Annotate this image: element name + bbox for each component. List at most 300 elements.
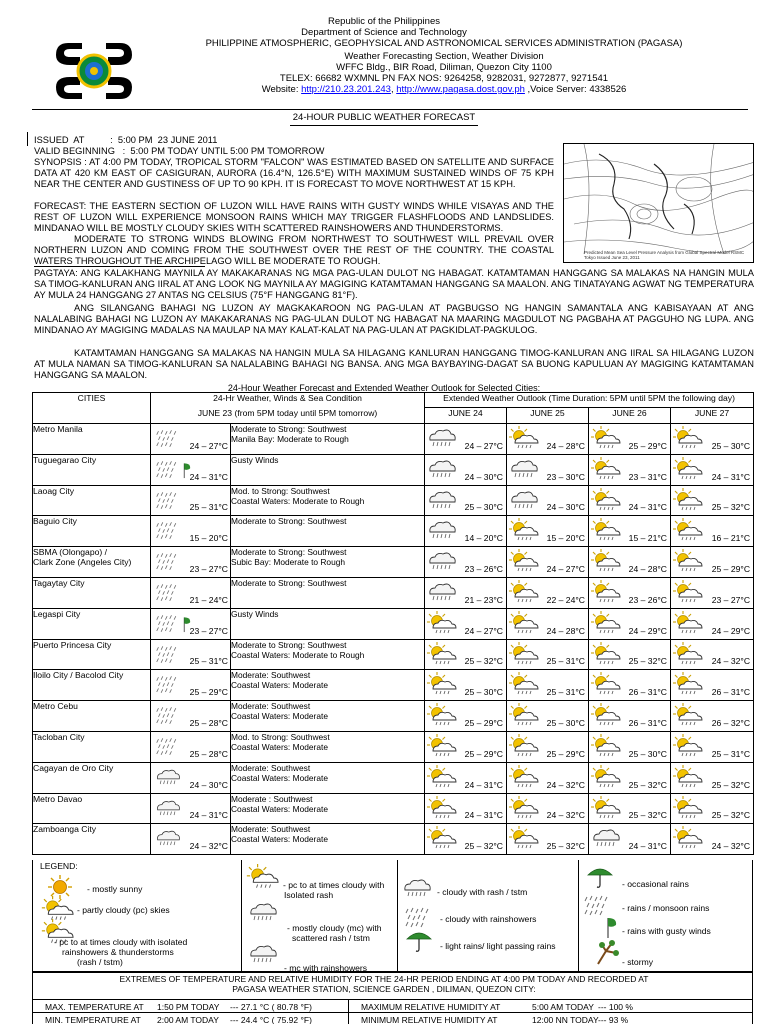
table-header-row bbox=[33, 393, 754, 408]
rain-icon bbox=[155, 673, 181, 697]
pc-rash-icon bbox=[591, 703, 621, 729]
pc-rash-icon bbox=[673, 734, 703, 760]
header-section: Weather Forecasting Section, Weather Division bbox=[344, 51, 544, 62]
outlook-temp: 25 – 30°C bbox=[628, 748, 667, 759]
pc-rash-icon bbox=[591, 734, 621, 760]
wind-condition: Moderate to Strong: Southwest bbox=[231, 577, 347, 588]
outlook-day-4-cell bbox=[671, 639, 754, 670]
outlook-temp: 25 – 29°C bbox=[464, 717, 503, 728]
sea-condition: Coastal Waters: Moderate bbox=[231, 772, 328, 783]
outlook-day-3-cell bbox=[589, 793, 671, 824]
pc-rash-icon bbox=[427, 642, 457, 668]
header-cities: CITIES bbox=[33, 393, 151, 424]
outlook-temp: 24 – 27°C bbox=[546, 563, 585, 574]
today-weather-cell bbox=[151, 454, 231, 485]
outlook-day-4-cell bbox=[671, 762, 754, 793]
wind-condition: Moderate to Strong: Southwest bbox=[231, 547, 347, 558]
outlook-temp: 26 – 31°C bbox=[711, 687, 751, 698]
table-row bbox=[33, 670, 754, 701]
pc-rash-icon bbox=[673, 642, 703, 668]
outlook-day-2-cell bbox=[507, 639, 589, 670]
outlook-day-2-cell bbox=[507, 516, 589, 547]
outlook-day-2-cell bbox=[507, 547, 589, 578]
katamtaman-text: KATAMTAMAN HANGGANG SA MALAKAS NA HANGIN MULA SA HILAGANG KANLURAN HANGGANG TIMOG-KANLURAN ANG IIRAL SA HILAGANG LUZON AT MULA NAMAN SA TIMOG-KANLURAN SA NALALABING BAHAGI NG BANSA. ANG MGA BAYBAYING-DAGAT SA BUONG KAPULUAN AY MAGIGING KATAMTAMAN HANGGANG SA MAALON. bbox=[34, 348, 754, 381]
wind-sea-cell bbox=[231, 516, 425, 547]
header-extended: Extended Weather Outlook (Time Duration: 5PM until 5PM the following day) bbox=[425, 393, 754, 408]
max-rh-time: 5:00 AM TODAY bbox=[532, 1002, 594, 1012]
city-name: Baguio City bbox=[33, 516, 77, 527]
outlook-temp: 22 – 24°C bbox=[546, 594, 585, 605]
city-cell bbox=[33, 485, 151, 516]
outlook-day-4-cell bbox=[671, 824, 754, 855]
outlook-temp: 25 – 31°C bbox=[711, 748, 751, 759]
table-row bbox=[33, 424, 754, 455]
pc-cloudy-icon bbox=[246, 864, 280, 892]
outlook-temp: 24 – 31°C bbox=[711, 471, 751, 482]
pc-rash-icon bbox=[509, 734, 539, 760]
winds-text: MODERATE TO STRONG WINDS BLOWING FROM NORTHWEST TO SOUTHWEST WILL PREVAIL OVER NORTHERN LUZON AND COMING FROM THE SOUTHWEST OVER THE REST OF THE COUNTRY. THE COASTAL WATERS THROUGHOUT THE ARCHIPELAGO WILL BE MODERATE TO ROUGH. bbox=[34, 234, 554, 267]
pc-rash-icon bbox=[427, 796, 457, 822]
sea-condition: Coastal Waters: Moderate bbox=[231, 803, 328, 814]
wind-sea-cell bbox=[231, 608, 425, 639]
pc-rash-icon bbox=[509, 549, 539, 575]
pc-rash-icon bbox=[591, 796, 621, 822]
sea-condition: Coastal Waters: Moderate bbox=[231, 711, 328, 722]
pc-rash-icon bbox=[591, 488, 621, 514]
outlook-day-3-cell bbox=[589, 485, 671, 516]
outlook-temp: 25 – 31°C bbox=[546, 656, 585, 667]
outlook-day-1-cell bbox=[425, 516, 507, 547]
pc-rash-icon bbox=[427, 826, 457, 852]
pagtaya-text: PAGTAYA: ANG KALAKHANG MAYNILA AY MAKAKARANAS NG MGA PAG-ULAN DULOT NG HABAGAT. KATAMTAMAN HANGGANG SA MALAKAS NA HANGIN MULA SA TIMOG-KANLURAN ANG IIRAL AT ANG LOOK NG MAYNILA AY MAGIGING KATAMTAMAN HANGGANG SA MAALON. ANG TINATAYANG AGWAT NG TEMPERATURA AY MULA 24 HANGGANG 27 ANTAS NG CELSIUS (75°F HANGGANG 81°F). bbox=[34, 268, 754, 301]
valid-line: VALID BEGINNING : 5:00 PM TODAY UNTIL 5:00 PM TOMORROW bbox=[34, 146, 325, 156]
outlook-day-4-cell bbox=[671, 731, 754, 762]
pc-rash-icon bbox=[673, 796, 703, 822]
light-rains-icon bbox=[404, 927, 434, 953]
outlook-day-1-cell bbox=[425, 577, 507, 608]
pc-rash-icon bbox=[591, 642, 621, 668]
city-name: Tuguegarao City bbox=[33, 454, 97, 465]
mc-rainshower-icon bbox=[427, 518, 457, 544]
outlook-temp: 23 – 31°C bbox=[628, 471, 667, 482]
outlook-temp: 15 – 21°C bbox=[628, 533, 667, 544]
today-weather-cell bbox=[151, 516, 231, 547]
mc-rainshowers-icon bbox=[246, 942, 280, 968]
header-department: Department of Science and Technology bbox=[301, 27, 467, 38]
pc-rash-icon bbox=[673, 703, 703, 729]
city-name: Metro Davao bbox=[33, 793, 83, 804]
outlook-temp: 21 – 23°C bbox=[464, 594, 503, 605]
today-weather-cell bbox=[151, 824, 231, 855]
today-temp: 25 – 28°C bbox=[189, 748, 228, 759]
outlook-day-2-cell bbox=[507, 670, 589, 701]
mc-rainshower-icon bbox=[155, 766, 181, 790]
website-sep: , bbox=[390, 84, 397, 95]
today-weather-cell bbox=[151, 424, 231, 455]
max-rh-value: --- 100 % bbox=[598, 1002, 633, 1012]
pc-rash-icon bbox=[673, 426, 703, 452]
pc-rash-icon bbox=[673, 549, 703, 575]
wind-sea-cell bbox=[231, 793, 425, 824]
pc-rash-icon bbox=[591, 518, 621, 544]
mc-rainshower-icon bbox=[155, 827, 181, 851]
table-row bbox=[33, 793, 754, 824]
city-cell bbox=[33, 670, 151, 701]
outlook-day-3-cell bbox=[589, 731, 671, 762]
city-cell bbox=[33, 701, 151, 732]
sea-condition: Coastal Waters: Moderate bbox=[231, 834, 328, 845]
city-name: Legaspi City bbox=[33, 608, 81, 619]
legend-stormy: - stormy bbox=[622, 957, 654, 967]
wind-condition: Moderate to Strong: Southwest bbox=[231, 516, 347, 527]
table-row bbox=[33, 516, 754, 547]
outlook-day-1-cell bbox=[425, 547, 507, 578]
city-name: Metro Manila bbox=[33, 424, 83, 434]
header-day-1: JUNE 24 bbox=[425, 408, 507, 424]
pc-rash-icon bbox=[673, 488, 703, 514]
city-cell bbox=[33, 424, 151, 455]
mc-rainshower-icon bbox=[427, 426, 457, 452]
sea-condition: Coastal Waters: Moderate to Rough bbox=[231, 649, 365, 660]
outlook-temp: 24 – 31°C bbox=[464, 779, 503, 790]
header-day-4: JUNE 27 bbox=[671, 408, 754, 424]
wind-sea-cell bbox=[231, 454, 425, 485]
city-name: Tacloban City bbox=[33, 731, 85, 742]
wind-sea-cell bbox=[231, 485, 425, 516]
outlook-temp: 24 – 31°C bbox=[464, 810, 503, 821]
outlook-day-4-cell bbox=[671, 701, 754, 732]
outlook-temp: 15 – 20°C bbox=[546, 533, 585, 544]
max-temp-value: --- 27.1 °C ( 80.78 °F) bbox=[230, 1002, 312, 1012]
outlook-day-3-cell bbox=[589, 547, 671, 578]
outlook-day-2-cell bbox=[507, 424, 589, 455]
outlook-day-4-cell bbox=[671, 454, 754, 485]
wind-sea-cell bbox=[231, 824, 425, 855]
wind-condition: Moderate: Southwest bbox=[231, 701, 311, 712]
today-temp: 25 – 29°C bbox=[189, 687, 228, 698]
pc-rash-icon bbox=[509, 672, 539, 698]
outlook-temp: 25 – 29°C bbox=[711, 563, 751, 574]
rain-icon bbox=[155, 550, 181, 574]
table-row bbox=[33, 608, 754, 639]
pressure-map-image bbox=[564, 144, 754, 263]
sea-condition: Coastal Waters: Moderate bbox=[231, 680, 328, 691]
today-weather-cell bbox=[151, 762, 231, 793]
pc-rash-icon bbox=[427, 672, 457, 698]
forecast-text: FORECAST: THE EASTERN SECTION OF LUZON WILL HAVE RAINS WITH GUSTY WINDS WHILE VISAYAS AND THE REST OF LUZON WILL EXPERIENCE MONSOON RAINS WHICH MAY TRIGGER FLASHFLOODS AND LANDSLIDES. MINDANAO WILL BE MOSTLY CLOUDY SKIES WITH SCATTERED RAINSHOWERS AND THUNDERSTORMS. bbox=[34, 201, 554, 234]
outlook-day-1-cell bbox=[425, 485, 507, 516]
website-label: Website: bbox=[261, 84, 302, 95]
stormy-icon bbox=[592, 939, 622, 965]
table-row bbox=[33, 454, 754, 485]
outlook-temp: 25 – 32°C bbox=[711, 502, 751, 513]
outlook-day-2-cell bbox=[507, 485, 589, 516]
sea-condition: Manila Bay: Moderate to Rough bbox=[231, 434, 349, 444]
header-agency: PHILIPPINE ATMOSPHERIC, GEOPHYSICAL AND ASTRONOMICAL SERVICES ADMINISTRATION (PAGASA) bbox=[205, 38, 683, 49]
outlook-day-2-cell bbox=[507, 762, 589, 793]
outlook-temp: 25 – 32°C bbox=[711, 779, 751, 790]
outlook-temp: 14 – 20°C bbox=[464, 533, 503, 544]
legend-cloudy-rash: - cloudy with rash / tstm bbox=[437, 887, 528, 897]
outlook-day-4-cell bbox=[671, 424, 754, 455]
pc-rash-icon bbox=[591, 549, 621, 575]
pc-rash-icon bbox=[591, 580, 621, 606]
legend-pc-cloudy-1: - pc to at times cloudy with bbox=[283, 880, 385, 890]
outlook-day-3-cell bbox=[589, 824, 671, 855]
mc-scattered-icon bbox=[246, 900, 280, 926]
legend-partly-cloudy: - partly cloudy (pc) skies bbox=[77, 905, 170, 915]
table-row bbox=[33, 485, 754, 516]
city-cell bbox=[33, 762, 151, 793]
header-address: WFFC Bldg., BIR Road, Diliman, Quezon City 1100 bbox=[336, 62, 552, 73]
min-temp-time: 2:00 AM TODAY bbox=[157, 1015, 219, 1024]
forecast-table bbox=[32, 392, 754, 855]
today-temp: 24 – 30°C bbox=[189, 779, 228, 790]
outlook-day-1-cell bbox=[425, 762, 507, 793]
synopsis-text: SYNOPSIS : AT 4:00 PM TODAY, TROPICAL STORM "FALCON" WAS ESTIMATED BASED ON SATELLITE AND SURFACE DATA AT 420 KM EAST OF CASIGURAN, AURORA (16.4°N, 126.5°E) WITH MAXIMUM SUSTAINED WINDS OF 75 KPH NEAR THE CENTER AND GUSTINESS OF UP TO 90 KPH. IT IS FORECAST TO MOVE NORTHWEST AT 15 KPH. bbox=[34, 157, 554, 190]
wind-condition: Gusty Winds bbox=[231, 608, 279, 619]
max-rh-label: MAXIMUM RELATIVE HUMIDITY AT bbox=[361, 1002, 501, 1012]
table-row bbox=[33, 577, 754, 608]
table-row bbox=[33, 824, 754, 855]
weather-map bbox=[563, 143, 754, 263]
legend-mc-rainshowers: - mc with rainshowers bbox=[284, 963, 368, 973]
pc-rash-icon bbox=[509, 642, 539, 668]
legend-pc-cloudy-2: Isolated rash bbox=[284, 890, 334, 900]
city-cell bbox=[33, 516, 151, 547]
outlook-day-3-cell bbox=[589, 577, 671, 608]
outlook-day-1-cell bbox=[425, 701, 507, 732]
rain-icon bbox=[155, 735, 181, 759]
outlook-temp: 25 – 32°C bbox=[711, 810, 751, 821]
max-temp-time: 1:50 PM TODAY bbox=[157, 1002, 220, 1012]
wind-sea-cell bbox=[231, 424, 425, 455]
outlook-day-3-cell bbox=[589, 454, 671, 485]
outlook-temp: 24 – 28°C bbox=[628, 563, 667, 574]
pc-rash-icon bbox=[673, 457, 703, 483]
today-temp: 15 – 20°C bbox=[189, 533, 228, 544]
text-cursor bbox=[27, 132, 28, 146]
pc-rash-icon bbox=[509, 765, 539, 791]
wind-sea-cell bbox=[231, 547, 425, 578]
today-weather-cell bbox=[151, 547, 231, 578]
outlook-day-4-cell bbox=[671, 608, 754, 639]
outlook-day-2-cell bbox=[507, 824, 589, 855]
page-title: 24-HOUR PUBLIC WEATHER FORECAST bbox=[292, 112, 476, 123]
wind-condition: Gusty Winds bbox=[231, 454, 279, 465]
outlook-temp: 24 – 30°C bbox=[464, 471, 503, 482]
legend-pc-isolated-3: (rash / tstm) bbox=[77, 957, 123, 967]
outlook-temp: 25 – 29°C bbox=[546, 748, 585, 759]
legend-title: LEGEND: bbox=[40, 861, 78, 871]
outlook-day-2-cell bbox=[507, 608, 589, 639]
outlook-day-2-cell bbox=[507, 793, 589, 824]
outlook-temp: 24 – 32°C bbox=[546, 779, 585, 790]
wind-condition: Moderate: Southwest bbox=[231, 824, 311, 835]
pc-rash-icon bbox=[509, 426, 539, 452]
outlook-temp: 24 – 32°C bbox=[546, 810, 585, 821]
outlook-day-4-cell bbox=[671, 547, 754, 578]
city-name: Zamboanga City bbox=[33, 824, 97, 835]
city-cell bbox=[33, 454, 151, 485]
outlook-temp: 24 – 27°C bbox=[464, 440, 503, 451]
title-underline bbox=[290, 125, 478, 126]
wind-sea-cell bbox=[231, 731, 425, 762]
rain-icon bbox=[155, 519, 181, 543]
min-rh-time: 12:00 NN TODAY bbox=[532, 1015, 599, 1024]
outlook-day-1-cell bbox=[425, 793, 507, 824]
legend-cloudy-rainshowers: - cloudy with rainshowers bbox=[440, 914, 537, 924]
mc-rainshower-icon bbox=[509, 457, 539, 483]
pc-rash-icon bbox=[591, 426, 621, 452]
extremes-heading-2: PAGASA WEATHER STATION, SCIENCE GARDEN , DILIMAN, QUEZON CITY: bbox=[232, 984, 536, 994]
outlook-temp: 24 – 29°C bbox=[628, 625, 667, 636]
archipelago-underline bbox=[34, 266, 205, 267]
city-name: Metro Cebu bbox=[33, 701, 78, 712]
rains-gusty-icon bbox=[590, 914, 620, 940]
table-row bbox=[33, 762, 754, 793]
outlook-day-2-cell bbox=[507, 454, 589, 485]
outlook-temp: 23 – 26°C bbox=[464, 563, 503, 574]
pc-rash-icon bbox=[427, 611, 457, 637]
wind-condition: Moderate: Southwest bbox=[231, 670, 311, 681]
pc-rash-icon bbox=[509, 796, 539, 822]
wind-condition: Moderate : Southwest bbox=[231, 793, 313, 804]
sea-condition: Coastal Waters: Moderate to Rough bbox=[231, 495, 365, 506]
outlook-temp: 23 – 26°C bbox=[628, 594, 667, 605]
website-link-ip[interactable]: http://210.23.201.243 bbox=[301, 84, 391, 95]
outlook-temp: 23 – 27°C bbox=[711, 594, 751, 605]
outlook-temp: 25 – 30°C bbox=[711, 440, 751, 451]
header-day-3: JUNE 26 bbox=[589, 408, 671, 424]
wind-sea-cell bbox=[231, 762, 425, 793]
sea-condition: Coastal Waters: Moderate bbox=[231, 741, 328, 752]
pc-rash-icon bbox=[427, 703, 457, 729]
table-row bbox=[33, 701, 754, 732]
today-temp: 24 – 32°C bbox=[189, 841, 228, 852]
outlook-day-3-cell bbox=[589, 762, 671, 793]
outlook-temp: 25 – 32°C bbox=[546, 841, 585, 852]
outlook-day-4-cell bbox=[671, 577, 754, 608]
outlook-temp: 25 – 29°C bbox=[464, 748, 503, 759]
today-temp: 25 – 31°C bbox=[189, 656, 228, 667]
extremes-heading-1: EXTREMES OF TEMPERATURE AND RELATIVE HUMIDITY FOR THE 24-HR PERIOD ENDING AT 4:00 PM TODAY AND RECORDED AT bbox=[119, 974, 649, 984]
outlook-day-4-cell bbox=[671, 485, 754, 516]
rain-icon bbox=[155, 581, 181, 605]
occasional-rains-icon bbox=[585, 863, 615, 889]
legend-mc-scattered-2: scattered rash / tstm bbox=[292, 933, 370, 943]
outlook-temp: 25 – 32°C bbox=[464, 656, 503, 667]
outlook-temp: 24 – 27°C bbox=[464, 625, 503, 636]
pc-rash-icon bbox=[509, 826, 539, 852]
wind-sea-cell bbox=[231, 701, 425, 732]
table-caption: 24-Hour Weather Forecast and Extended Weather Outlook for Selected Cities: bbox=[227, 383, 541, 393]
today-temp: 24 – 27°C bbox=[189, 440, 228, 451]
outlook-temp: 25 – 32°C bbox=[628, 810, 667, 821]
website-link-pagasa[interactable]: http://www.pagasa.dost.gov.ph bbox=[396, 84, 525, 95]
min-temp-value: --- 24.4 °C ( 75.92 °F) bbox=[230, 1015, 312, 1024]
wind-condition: Mod. to Strong: Southwest bbox=[231, 485, 330, 496]
outlook-temp: 26 – 31°C bbox=[628, 687, 667, 698]
outlook-day-4-cell bbox=[671, 516, 754, 547]
header-republic: Republic of the Philippines bbox=[328, 16, 440, 27]
outlook-temp: 25 – 32°C bbox=[628, 656, 667, 667]
min-temp-label: MIN. TEMPERATURE AT bbox=[45, 1015, 141, 1024]
pc-rash-icon bbox=[673, 580, 703, 606]
rain-icon bbox=[155, 489, 181, 513]
outlook-temp: 25 – 30°C bbox=[546, 717, 585, 728]
wind-sea-cell bbox=[231, 639, 425, 670]
outlook-day-1-cell bbox=[425, 670, 507, 701]
legend-gusty: - rains with gusty winds bbox=[622, 926, 711, 936]
legend-monsoon: - rains / monsoon rains bbox=[622, 903, 710, 913]
wind-condition: Moderate to Strong: Southwest bbox=[231, 424, 347, 434]
wind-condition: Moderate: Southwest bbox=[231, 762, 311, 773]
today-temp: 24 – 31°C bbox=[189, 471, 228, 482]
max-temp-label: MAX. TEMPERATURE AT bbox=[45, 1002, 144, 1012]
outlook-temp: 24 – 32°C bbox=[711, 656, 751, 667]
outlook-day-3-cell bbox=[589, 670, 671, 701]
pc-rash-icon bbox=[673, 672, 703, 698]
min-rh-label: MINIMUM RELATIVE HUMIDITY AT bbox=[361, 1015, 498, 1024]
pc-rash-icon bbox=[673, 518, 703, 544]
header-24hr: 24-Hr Weather, Winds & Sea Condition bbox=[151, 393, 425, 408]
outlook-temp: 16 – 21°C bbox=[711, 533, 751, 544]
pc-rash-icon bbox=[591, 765, 621, 791]
pc-rash-icon bbox=[427, 734, 457, 760]
table-row bbox=[33, 639, 754, 670]
silangang-text: ANG SILANGANG BAHAGI NG LUZON AY MAGKAKAROON NG PAG-ULAN AT PAGBUGSO NG HANGIN SAMANTALA ANG KABISAYAAN AT ANG NALALABING BAHAGI NG LUZON AY MAKAKARANAS NG PAG-ULAN DULOT NG HABAGAT NA MAARING MAGDULOT NG PAGBAHA AT PAGGUHO NG LUPA. ANG MINDANAO AY MAGIGING MADALAS NA MAULAP NA MAY KALAT-KALAT NA PAG-ULAN AT PAGKIDLAT-PAGKULOG. bbox=[34, 303, 754, 336]
min-rh-value: --- 93 % bbox=[598, 1015, 629, 1024]
today-weather-cell bbox=[151, 731, 231, 762]
legend-occasional: - occasional rains bbox=[622, 879, 689, 889]
outlook-day-1-cell bbox=[425, 731, 507, 762]
header-telex: TELEX: 66682 WXMNL PN FAX NOS: 9264258, 9282031, 9272877, 9271541 bbox=[279, 73, 609, 84]
outlook-temp: 25 – 32°C bbox=[628, 779, 667, 790]
wind-condition: Moderate to Strong: Southwest bbox=[231, 639, 347, 650]
outlook-temp: 25 – 29°C bbox=[628, 440, 667, 451]
wind-sea-cell bbox=[231, 670, 425, 701]
today-weather-cell bbox=[151, 577, 231, 608]
outlook-temp: 24 – 30°C bbox=[546, 502, 585, 513]
table-row bbox=[33, 731, 754, 762]
today-weather-cell bbox=[151, 485, 231, 516]
today-temp: 24 – 31°C bbox=[189, 810, 228, 821]
city-cell bbox=[33, 577, 151, 608]
today-temp: 25 – 31°C bbox=[189, 502, 228, 513]
rain-icon bbox=[155, 704, 181, 728]
city-cell bbox=[33, 824, 151, 855]
issued-line: ISSUED AT : 5:00 PM 23 JUNE 2011 bbox=[34, 135, 218, 145]
outlook-day-3-cell bbox=[589, 516, 671, 547]
outlook-day-1-cell bbox=[425, 454, 507, 485]
outlook-day-3-cell bbox=[589, 639, 671, 670]
outlook-temp: 24 – 31°C bbox=[628, 502, 667, 513]
outlook-day-3-cell bbox=[589, 701, 671, 732]
legend-pc-isolated-1: - pc to at times cloudy with isolated bbox=[54, 937, 188, 947]
header-june23: JUNE 23 (from 5PM today until 5PM tomorrow) bbox=[151, 408, 425, 424]
table-row bbox=[33, 547, 754, 578]
pc-rash-icon bbox=[673, 826, 703, 852]
legend-mc-scattered-1: - mostly cloudy (mc) with bbox=[287, 923, 382, 933]
city-name: Iloilo City / Bacolod City bbox=[33, 670, 124, 681]
outlook-temp: 24 – 28°C bbox=[546, 440, 585, 451]
sea-condition: Subic Bay: Moderate to Rough bbox=[231, 557, 346, 568]
outlook-day-1-cell bbox=[425, 424, 507, 455]
outlook-day-1-cell bbox=[425, 608, 507, 639]
legend-light-rains: - light rains/ light passing rains bbox=[440, 941, 556, 951]
outlook-temp: 24 – 32°C bbox=[711, 841, 751, 852]
